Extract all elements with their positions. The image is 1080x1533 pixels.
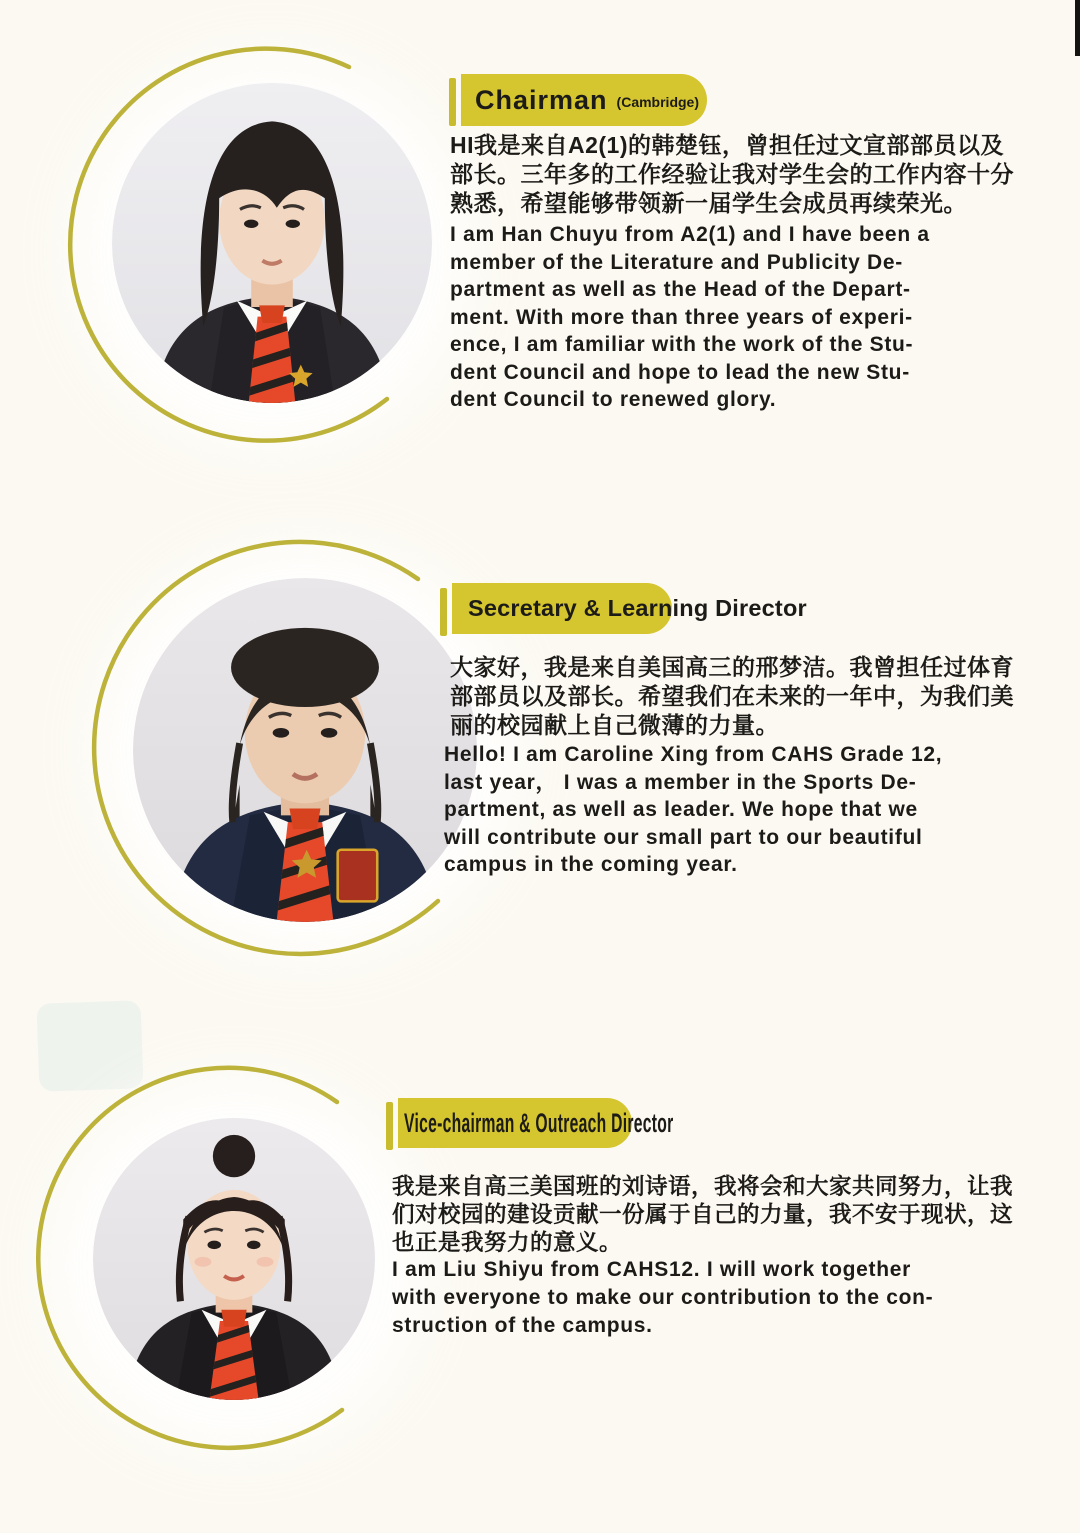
bio-line: ment. With more than three years of experi- (450, 305, 913, 329)
bio-line: member of the Literature and Publicity De- (450, 250, 903, 274)
badge-accent-bar (440, 588, 447, 636)
bio-line: Hello! I am Caroline Xing from CAHS Grade 12, (444, 743, 943, 766)
bio-line: partment as well as the Head of the Depart- (450, 278, 911, 301)
member-photo (112, 83, 432, 403)
bio-line: I am Han Chuyu from A2(1) and I have been a (450, 223, 930, 246)
bio-zh (392, 1173, 1013, 1257)
bio-line: I am Liu Shiyu from CAHS12. I will work together (392, 1258, 912, 1281)
role-badge (461, 74, 707, 126)
bio-line: 大家好，我是来自美国高三的邢梦洁。我曾担任过体育 (450, 654, 1014, 680)
bio-line: 部部员以及部长。希望我们在未来的一年中，为我们美 (450, 683, 1014, 709)
bio-line: partment, as well as leader. We hope that we (444, 798, 918, 821)
bio-line: 我是来自高三美国班的刘诗语，我将会和大家共同努力，让我 (392, 1174, 1014, 1199)
role-note: (Cambridge) (616, 94, 699, 110)
bio-line: ence, I am familiar with the work of the Stu- (450, 333, 914, 356)
bio-line: 丽的校园献上自己微薄的力量。 (450, 712, 779, 738)
bio-line: 部长。三年多的工作经验让我对学生会的工作内容十分 (450, 161, 1014, 187)
bio-en (392, 1256, 933, 1340)
bio-en (444, 741, 942, 879)
bio-line: campus in the coming year. (444, 853, 738, 876)
member-photo (93, 1118, 375, 1400)
bio-line: will contribute our small part to our beautiful (444, 825, 923, 849)
decor-mint-shape (36, 1000, 143, 1092)
role-title: Vice-chairman & Outreach Director (404, 1107, 674, 1138)
bio-zh (450, 653, 1014, 740)
bio-line: 也正是我努力的意义。 (392, 1230, 623, 1255)
bio-line: 熟悉，希望能够带领新一届学生会成员再续荣光。 (450, 190, 967, 216)
bio-line: last year， I was a member in the Sports De- (444, 770, 917, 794)
bio-line: struction of the campus. (392, 1314, 653, 1337)
bio-zh (450, 131, 1014, 218)
role-title: Chairman (475, 84, 608, 115)
bio-line: 们对校园的建设贡献一份属于自己的力量，我不安于现状，这 (392, 1202, 1014, 1227)
badge-accent-bar (449, 78, 456, 126)
bio-line: dent Council and hope to lead the new Stu- (450, 360, 910, 384)
role-title: Secretary & Learning Director (468, 595, 807, 621)
bio-line: HI我是来自A2(1)的韩楚钰，曾担任过文宣部部员以及 (450, 132, 1005, 158)
bio-en (450, 221, 930, 414)
page-edge-mark (1075, 0, 1080, 56)
member-photo (133, 578, 477, 922)
badge-accent-bar (386, 1102, 393, 1150)
bio-line: dent Council to renewed glory. (450, 388, 777, 411)
bio-line: with everyone to make our contribution to the con- (392, 1286, 934, 1309)
